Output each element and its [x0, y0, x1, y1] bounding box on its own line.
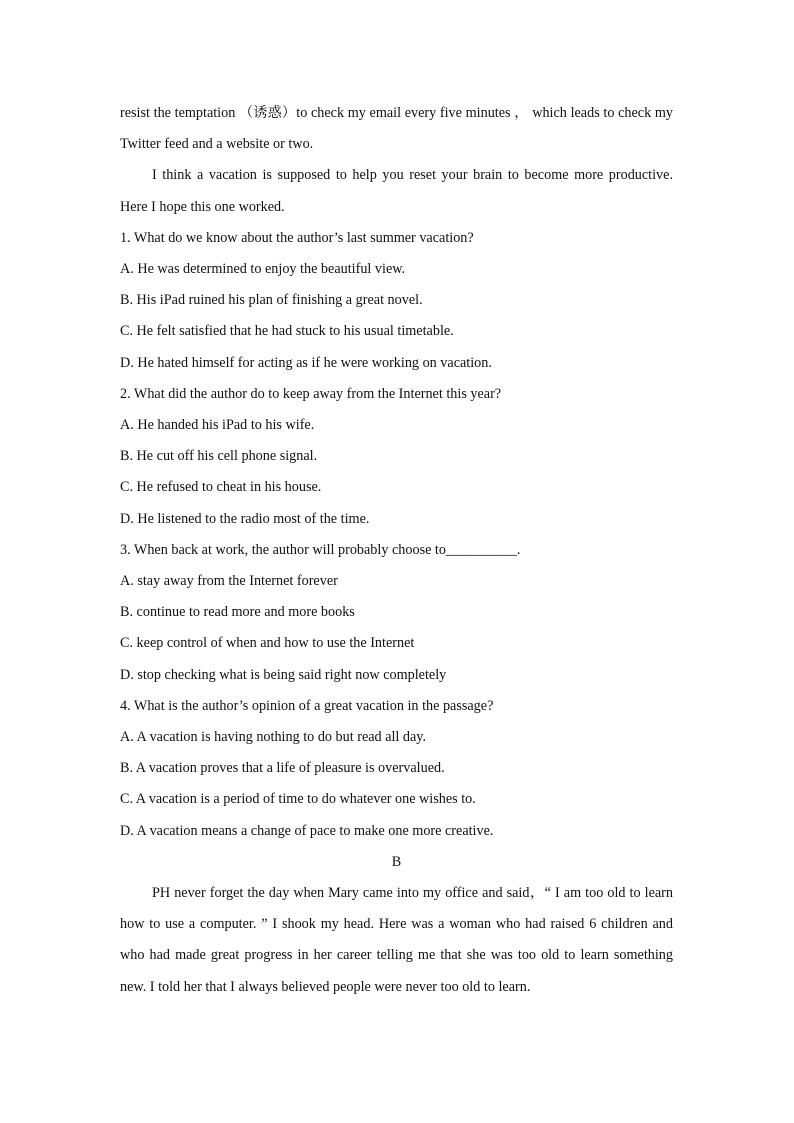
answer-option-a: A. stay away from the Internet forever — [120, 573, 338, 590]
answer-option-b: B. His iPad ruined his plan of finishing a great novel. — [120, 292, 423, 309]
answer-option-c: C. He felt satisfied that he had stuck to his usual timetable. — [120, 323, 454, 340]
question-4 — [120, 691, 673, 847]
passage-a-paragraph-continued: resist the temptation （诱惑）to check my email every five minutes ， which leads to check my Twitter feed and a website or two. — [120, 105, 673, 153]
answer-option-d: D. He hated himself for acting as if he were working on vacation. — [120, 354, 492, 371]
answer-option-a: A. He was determined to enjoy the beautiful view. — [120, 261, 406, 278]
question-stem: 2. What did the author do to keep away from the Internet this year? — [120, 385, 502, 402]
answer-option-d: D. stop checking what is being said right now completely — [120, 666, 447, 683]
question-1 — [120, 223, 673, 379]
question-3 — [120, 535, 673, 691]
answer-option-a: A. A vacation is having nothing to do but read all day. — [120, 729, 427, 746]
answer-option-d: D. He listened to the radio most of the time. — [120, 510, 370, 527]
answer-option-c: C. He refused to cheat in his house. — [120, 479, 322, 496]
question-stem: 4. What is the author’s opinion of a great vacation in the passage? — [120, 697, 494, 714]
question-stem: 1. What do we know about the author’s last summer vacation? — [120, 229, 474, 246]
answer-option-c: C. keep control of when and how to use the Internet — [120, 635, 415, 652]
answer-option-c: C. A vacation is a period of time to do whatever one wishes to. — [120, 791, 476, 808]
answer-option-b: B. continue to read more and more books — [120, 604, 355, 621]
answer-option-a: A. He handed his iPad to his wife. — [120, 417, 315, 434]
question-2 — [120, 379, 673, 535]
section-heading-b: B — [391, 853, 402, 870]
answer-option-b: B. He cut off his cell phone signal. — [120, 448, 318, 465]
question-stem: 3. When back at work, the author will probably choose to__________. — [120, 541, 521, 558]
answer-option-b: B. A vacation proves that a life of pleasure is overvalued. — [120, 760, 445, 777]
passage-a-paragraph-closing: I think a vacation is supposed to help you reset your brain to become more productive. Here I hope this one worked. — [120, 167, 673, 215]
passage-b-paragraph: PH never forget the day when Mary came into my office and said，“ I am too old to learn how to use a computer. ” I shook my head. Here was a woman who had raised 6 children and who had made great progress in her career telling me that she was too old to learn something new. I told her that I always believed people were never too old to learn. — [120, 885, 673, 995]
document-body — [120, 98, 673, 1003]
answer-option-d: D. A vacation means a change of pace to make one more creative. — [120, 822, 494, 839]
